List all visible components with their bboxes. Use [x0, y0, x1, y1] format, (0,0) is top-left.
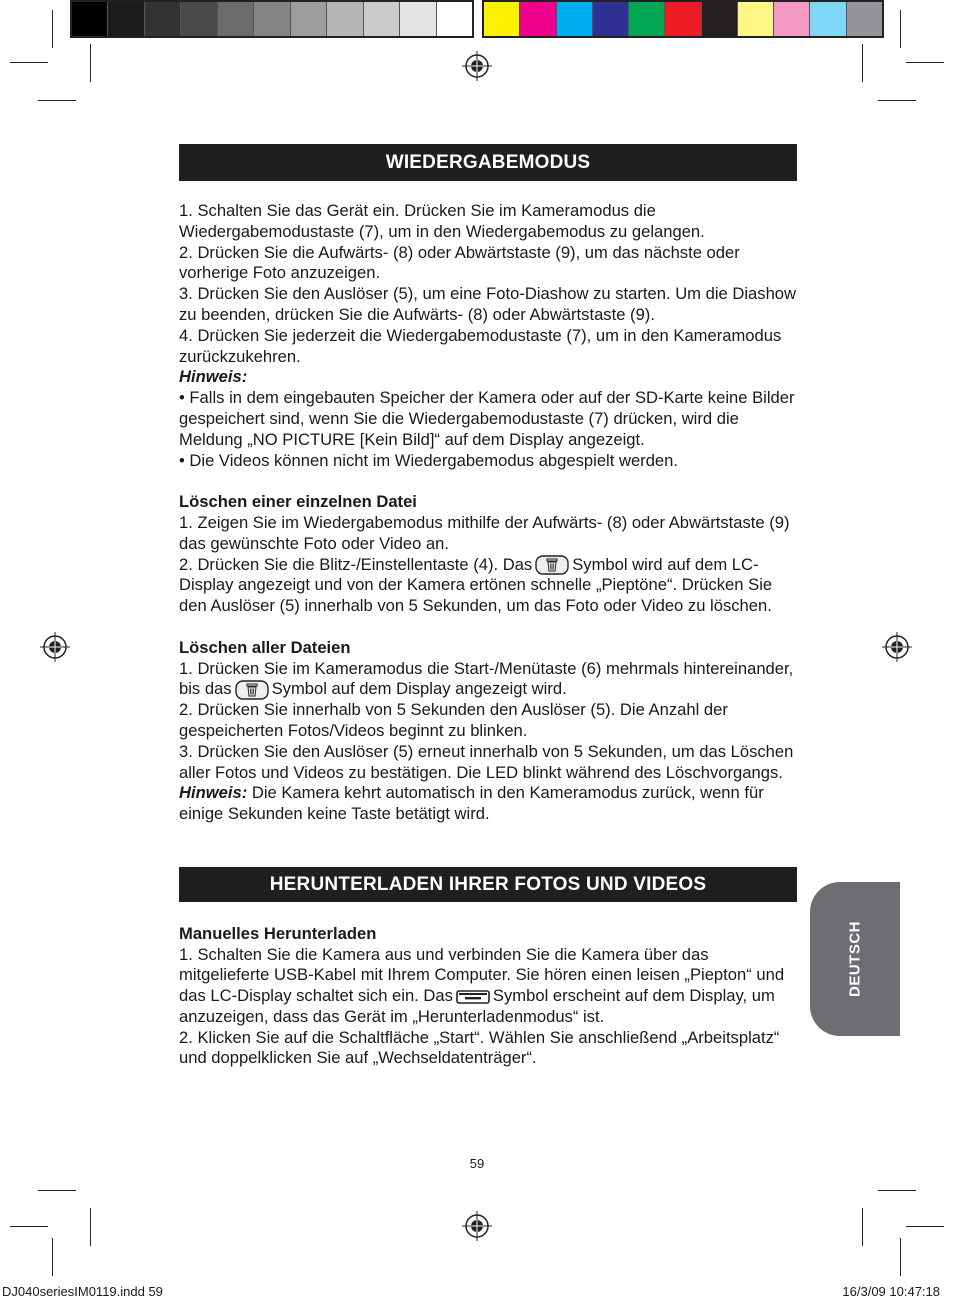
- color-swatch: [520, 2, 556, 36]
- playback-step-2: 2. Drücken Sie die Aufwärts- (8) oder Abwärtstaste (9), um das nächste oder vorherige Foto anzuzeigen.: [179, 242, 740, 283]
- gray-swatch: [218, 2, 254, 36]
- language-side-tab: [810, 882, 900, 1036]
- crop-mark: [862, 1208, 863, 1246]
- download-step-1: [179, 945, 797, 1028]
- gray-swatch: [327, 2, 363, 36]
- registration-mark-icon: [462, 1211, 492, 1241]
- usb-connection-icon: [456, 990, 490, 1004]
- download-step-1-end: Symbol erscheint auf dem Display, um anzuzeigen, dass das Gerät im „Herunterladenmodus“ ist.: [179, 986, 775, 1026]
- process-color-bar: [482, 0, 884, 38]
- crop-mark: [90, 44, 91, 82]
- color-swatch: [557, 2, 593, 36]
- gray-swatch: [364, 2, 400, 36]
- delete-single-heading: Löschen einer einzelnen Datei: [179, 492, 417, 512]
- crop-mark: [38, 1190, 76, 1191]
- crop-mark: [878, 100, 916, 101]
- gray-swatch: [400, 2, 436, 36]
- color-swatch: [847, 2, 882, 36]
- footer-timestamp: 16/3/09 10:47:18: [842, 1284, 940, 1299]
- gray-swatch: [254, 2, 290, 36]
- color-swatch: [593, 2, 629, 36]
- delete-all-note-label: Hinweis:: [179, 783, 248, 803]
- color-swatch: [738, 2, 774, 36]
- gray-swatch: [291, 2, 327, 36]
- trash-icon: [235, 680, 269, 700]
- delete-all-step-1-start: 1. Drücken Sie im Kameramodus die Start-/Menütaste (6) mehrmals hintereinander, bis das: [179, 658, 794, 699]
- gray-swatch: [72, 2, 108, 36]
- color-swatch: [665, 2, 701, 36]
- crop-mark: [52, 1238, 53, 1276]
- gray-swatch: [145, 2, 181, 36]
- registration-mark-icon: [462, 51, 492, 81]
- download-step-2: 2. Klicken Sie auf die Schaltfläche „Start“. Wählen Sie anschließend „Arbeitsplatz“ und doppelklicken Sie auf „Wechseldatenträger“.: [179, 1027, 780, 1068]
- delete-all-step-1: [179, 659, 797, 701]
- trash-icon: [535, 555, 569, 575]
- crop-mark: [862, 44, 863, 82]
- color-swatch: [629, 2, 665, 36]
- registration-mark-icon: [882, 632, 912, 662]
- delete-single-step-2-end: Symbol wird auf dem LC-Display angezeigt und von der Kamera ertönen schnelle „Pieptöne“. Drücken Sie den Auslöser (5) innerhalb von 5 Sekunden, um das Foto oder Video zu löschen.: [179, 554, 773, 616]
- gray-swatch: [181, 2, 217, 36]
- section-title-playback: WIEDERGABEMODUS: [179, 144, 797, 181]
- language-label: DEUTSCH: [846, 920, 864, 998]
- registration-mark-icon: [40, 632, 70, 662]
- playback-note-1: • Falls in dem eingebauten Speicher der Kamera oder auf der SD-Karte keine Bilder gespeichert sind, wenn Sie die Wiedergabemodustaste (7) drücken, wird die Meldung „NO PICTURE [Kein Bild]“ auf dem Display angezeigt.: [179, 388, 795, 449]
- section-title-download: HERUNTERLADEN IHRER FOTOS UND VIDEOS: [179, 867, 797, 902]
- playback-note-2: • Die Videos können nicht im Wiedergabemodus abgespielt werden.: [179, 450, 678, 470]
- delete-all-step-3: 3. Drücken Sie den Auslöser (5) erneut innerhalb von 5 Sekunden, um das Löschen aller Fotos und Videos zu bestätigen. Die LED blinkt während des Löschvorgangs.: [179, 741, 794, 782]
- page-content: [179, 144, 797, 1069]
- playback-step-4: 4. Drücken Sie jederzeit die Wiedergabemodustaste (7), um in den Kameramodus zurückzukehren.: [179, 325, 782, 366]
- delete-all-step-2: 2. Drücken Sie innerhalb von 5 Sekunden den Auslöser (5). Die Anzahl der gespeicherten Fotos/Videos beginnt zu blinken.: [179, 700, 728, 740]
- crop-mark: [906, 1226, 944, 1227]
- crop-mark: [10, 62, 48, 63]
- crop-mark: [10, 1226, 48, 1227]
- crop-mark: [90, 1208, 91, 1246]
- page-number: 59: [469, 1156, 485, 1171]
- crop-mark: [906, 62, 944, 63]
- grayscale-color-bar: [70, 0, 474, 38]
- delete-single-step-2: [179, 555, 797, 617]
- crop-mark: [38, 100, 76, 101]
- download-step-1-start: 1. Schalten Sie die Kamera aus und verbinden Sie die Kamera über das mitgelieferte USB-Kabel mit Ihrem Computer. Sie hören einen leisen „Piepton“ und das LC-Display schaltet sich ein. Das: [179, 944, 785, 1006]
- playback-step-1: 1. Schalten Sie das Gerät ein. Drücken Sie im Kameramodus die Wiedergabemodustaste (7), um in den Wiedergabemodus zu gelangen.: [179, 201, 705, 241]
- playback-note-label: Hinweis:: [179, 367, 248, 387]
- delete-all-step-1-end: Symbol auf dem Display angezeigt wird.: [271, 679, 567, 699]
- gray-swatch: [108, 2, 144, 36]
- delete-all-note-text: Die Kamera kehrt automatisch in den Kameramodus zurück, wenn für einige Sekunden keine Taste betätigt wird.: [179, 783, 764, 824]
- crop-mark: [900, 1238, 901, 1276]
- color-swatch: [774, 2, 810, 36]
- crop-mark: [900, 10, 901, 48]
- crop-mark: [878, 1190, 916, 1191]
- color-swatch: [810, 2, 846, 36]
- delete-single-step-1: 1. Zeigen Sie im Wiedergabemodus mithilfe der Aufwärts- (8) oder Abwärtstaste (9) das gewünschte Foto oder Video an.: [179, 512, 790, 553]
- playback-step-3: 3. Drücken Sie den Auslöser (5), um eine Foto-Diashow zu starten. Um die Diashow zu beenden, drücken Sie die Aufwärts- (8) oder Abwärtstaste (9).: [179, 284, 797, 324]
- manual-download-heading: Manuelles Herunterladen: [179, 923, 377, 943]
- delete-all-note: [179, 783, 797, 825]
- gray-swatch: [437, 2, 472, 36]
- delete-all-heading: Löschen aller Dateien: [179, 637, 351, 657]
- delete-single-step-2-start: 2. Drücken Sie die Blitz-/Einstellentaste (4). Das: [179, 554, 533, 574]
- footer-file-info: DJ040seriesIM0119.indd 59: [2, 1284, 163, 1299]
- crop-mark: [52, 10, 53, 48]
- color-swatch: [484, 2, 520, 36]
- color-swatch: [702, 2, 738, 36]
